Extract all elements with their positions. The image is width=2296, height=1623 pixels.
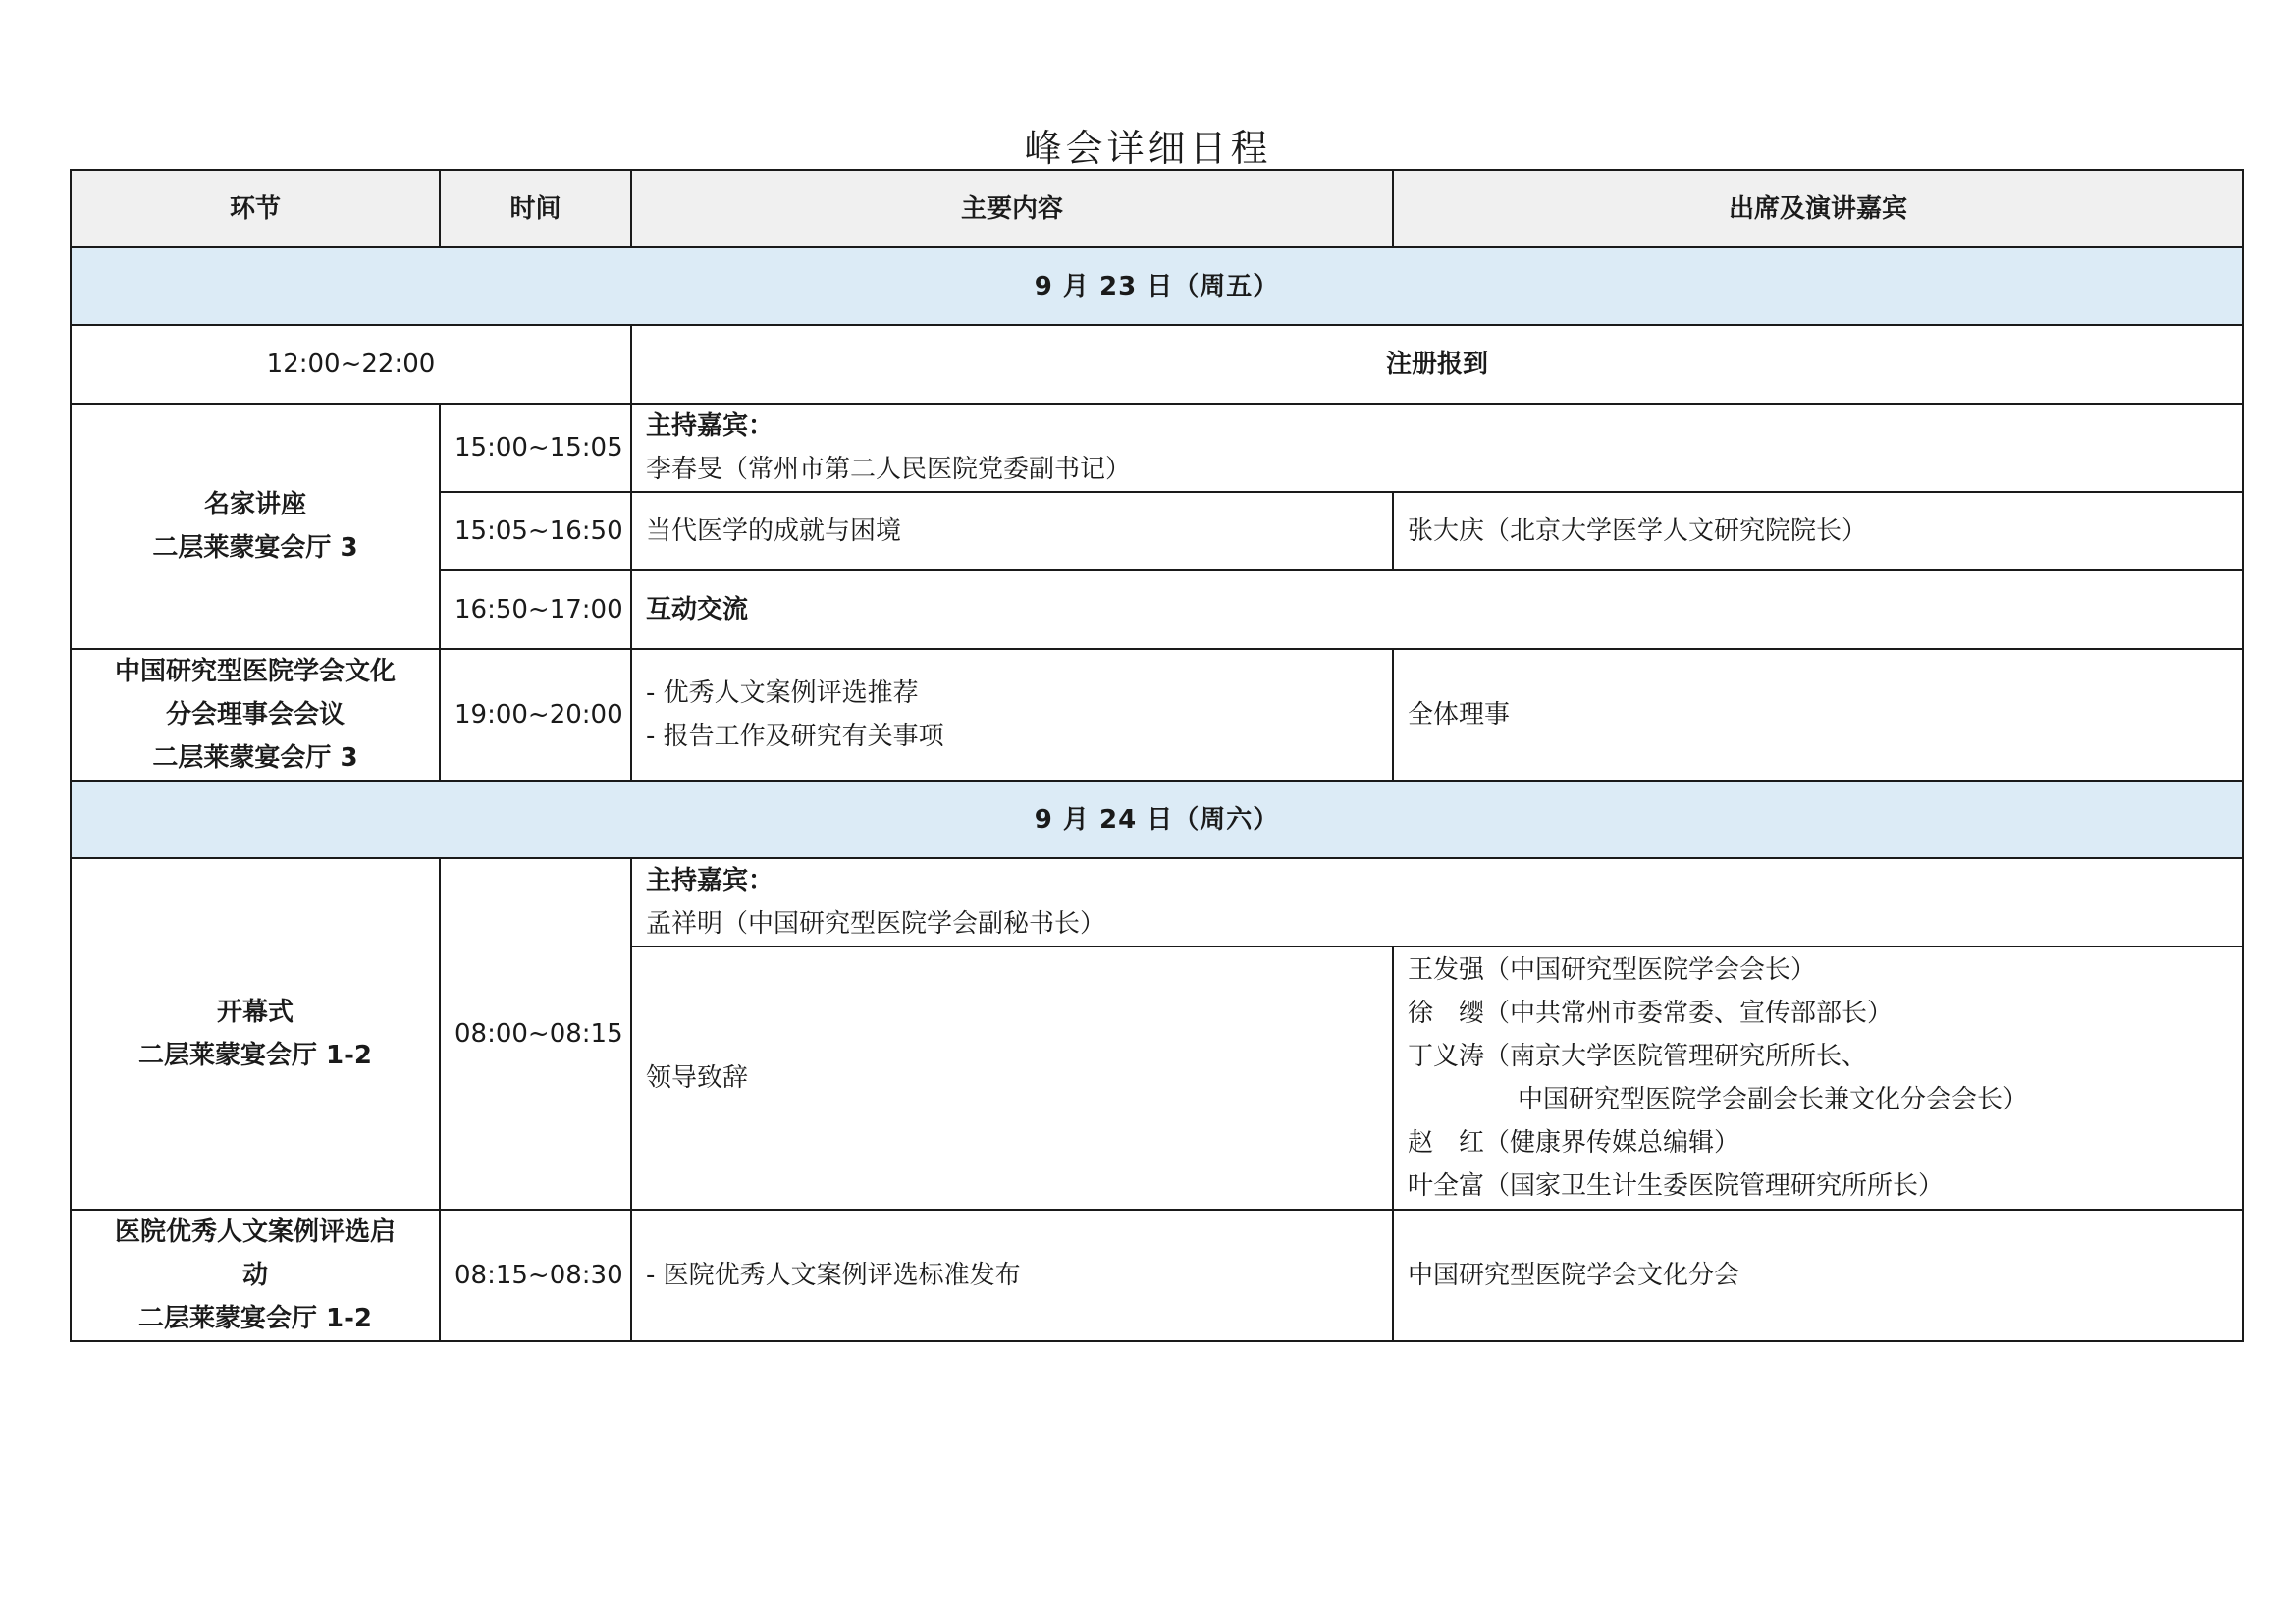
page-title: 峰会详细日程 <box>1024 127 1272 170</box>
registration-time: 12:00~22:00 <box>71 325 631 404</box>
opening-content: 领导致辞 <box>631 947 1393 1210</box>
schedule-table <box>70 169 2244 1342</box>
header-content: 主要内容 <box>631 170 1393 247</box>
header-row <box>71 170 2243 247</box>
registration-row <box>71 325 2243 404</box>
launch-time: 08:15~08:30 <box>440 1210 631 1341</box>
council-speaker: 全体理事 <box>1393 649 2243 781</box>
council-session <box>71 649 440 781</box>
lecture-host-time: 15:00~15:05 <box>440 404 631 492</box>
lecture-talk-speaker: 张大庆（北京大学医学人文研究院院长） <box>1393 492 2243 570</box>
header-session: 环节 <box>71 170 440 247</box>
day-label: 9 月 23 日（周五） <box>71 247 2243 325</box>
opening-host-row <box>71 858 2243 947</box>
opening-session <box>71 858 440 1210</box>
session-venue: 二层莱蒙宴会厅 1-2 <box>137 1041 373 1070</box>
opening-time: 08:00~08:15 <box>440 858 631 1210</box>
launch-session <box>71 1210 440 1341</box>
host-label: 主持嘉宾： <box>646 866 774 895</box>
council-time: 19:00~20:00 <box>440 649 631 781</box>
launch-speaker: 中国研究型医院学会文化分会 <box>1393 1210 2243 1341</box>
registration-content: 注册报到 <box>631 325 2243 404</box>
lecture-host-row <box>71 404 2243 492</box>
lecture-talk-time: 15:05~16:50 <box>440 492 631 570</box>
speaker-line: 王发强（中国研究型医院学会会长） <box>1408 955 1817 985</box>
speaker-line: 叶全富（国家卫生计生委医院管理研究所所长） <box>1408 1171 1945 1201</box>
header-time: 时间 <box>440 170 631 247</box>
session-venue: 二层莱蒙宴会厅 3 <box>152 743 358 773</box>
launch-row <box>71 1210 2243 1341</box>
host-label: 主持嘉宾： <box>646 411 774 441</box>
lecture-qa-content: 互动交流 <box>631 570 2243 649</box>
host-name: 孟祥明（中国研究型医院学会副秘书长） <box>646 909 1106 939</box>
agenda-item: - 优秀人文案例评选推荐 <box>646 678 919 708</box>
lecture-session <box>71 404 440 649</box>
agenda-item: - 报告工作及研究有关事项 <box>646 722 944 751</box>
council-row <box>71 649 2243 781</box>
launch-content: - 医院优秀人文案例评选标准发布 <box>631 1210 1393 1341</box>
lecture-qa-time: 16:50~17:00 <box>440 570 631 649</box>
speaker-line: 丁义涛（南京大学医院管理研究所所长、 <box>1408 1042 1868 1071</box>
session-name: 名家讲座 <box>203 490 306 519</box>
session-name-line-2: 动 <box>241 1261 268 1290</box>
session-name: 开幕式 <box>216 998 294 1027</box>
session-name-line-1: 中国研究型医院学会文化 <box>114 657 396 686</box>
host-name: 李春旻（常州市第二人民医院党委副书记） <box>646 455 1132 484</box>
session-name-line-2: 分会理事会会议 <box>165 700 345 730</box>
lecture-talk-content: 当代医学的成就与困境 <box>631 492 1393 570</box>
session-venue: 二层莱蒙宴会厅 3 <box>152 533 358 563</box>
opening-host-cell <box>631 858 2243 947</box>
opening-speakers <box>1393 947 2243 1210</box>
day-row-1 <box>71 247 2243 325</box>
speaker-line-continued: 中国研究型医院学会副会长兼文化分会会长） <box>1518 1085 2029 1114</box>
speaker-line: 徐 缨（中共常州市委常委、宣传部部长） <box>1408 999 1894 1028</box>
day-row-2 <box>71 781 2243 858</box>
session-venue: 二层莱蒙宴会厅 1-2 <box>137 1304 373 1333</box>
header-speakers: 出席及演讲嘉宾 <box>1393 170 2243 247</box>
lecture-host-cell <box>631 404 2243 492</box>
session-name-line-1: 医院优秀人文案例评选启 <box>114 1217 396 1247</box>
day-label: 9 月 24 日（周六） <box>71 781 2243 858</box>
council-content <box>631 649 1393 781</box>
speaker-line: 赵 红（健康界传媒总编辑） <box>1408 1128 1740 1158</box>
